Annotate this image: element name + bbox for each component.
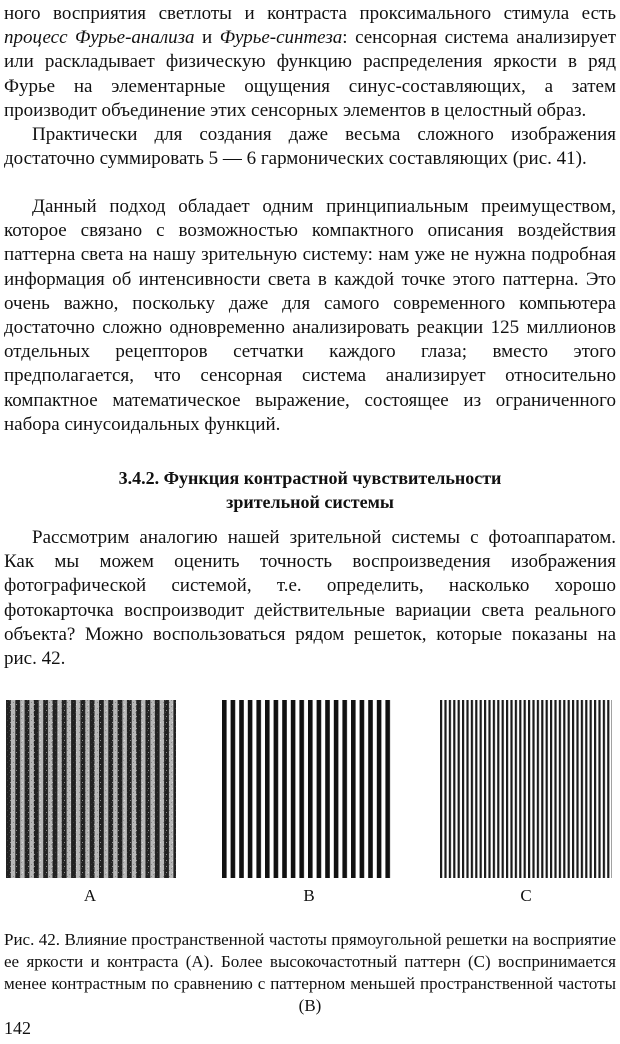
paragraph-advantage: Данный подход обладает одним принципиальным преимуществом, которое связано с возможностью компактного описания воздействия паттерна света на нашу зрительную систему: нам уже не нужна подробная информация об интенсивности света в каждой точке этого паттерна. Это очень важно, поскольку даже для самого современного компьютера достаточно сложно одновременно анализировать реакции 125 миллионов отдельных рецепторов сетчатки каждого глаза; вместо этого предполагается, что сенсорная система анализирует относительно компактное математическое выражение, состоящее из ограниченного набора синусоидальных функций.: [4, 196, 616, 435]
page-number: 142: [4, 1018, 31, 1038]
conjunction-text: и: [194, 27, 220, 49]
term-fourier-synthesis: Фурье-синтеза: [219, 27, 343, 49]
grating-b: [222, 700, 394, 878]
figure-label-a: A: [83, 886, 97, 905]
paragraph-continuation: [4, 2, 616, 123]
paragraph-camera-analogy: Рассмотрим аналогию нашей зрительной системы с фотоаппаратом. Как мы можем оценить точность воспроизведения изображения фотографической системой, т.е. определить, насколько хорошо фотокарточка воспроизводит действительные вариации света реального объекта? Можно воспользоваться рядом решеток, которые показаны на рис. 42.: [4, 527, 616, 670]
paragraph-continuation-tail: : сенсорная система анализирует или раскладывает физическую функцию распределения яркости в ряд Фурье на элементарные ощущения синус-составляющих, а затем производит объединение этих сенсорных элементов в целостный образ.: [4, 27, 616, 121]
term-fourier-analysis: процесс Фурье-анализа: [4, 27, 195, 49]
figure-label-b: B: [303, 886, 315, 905]
grating-c: [440, 700, 612, 878]
section-heading: [0, 466, 620, 514]
figure-42: [0, 700, 620, 910]
paragraph-harmonics: Практически для создания даже весьма сложного изображения достаточно суммировать 5 — 6 гармонических составляющих (рис. 41).: [4, 124, 616, 170]
figure-caption: Рис. 42. Влияние пространственной частоты прямоугольной решетки на восприятие ее яркости и контраста (A). Более высокочастотный паттерн (C) воспринимается менее контрастным по сравнению с паттерном меньшей пространственной частоты (B): [4, 930, 616, 1015]
section-heading-line2: зрительной системы: [226, 492, 394, 512]
paragraph-continuation-text: ного восприятия светлоты и контраста проксимального стимула есть: [4, 3, 616, 24]
figure-label-c: C: [520, 886, 532, 905]
section-heading-line1: 3.4.2. Функция контрастной чувствительности: [118, 468, 502, 488]
grating-a: [6, 700, 176, 878]
